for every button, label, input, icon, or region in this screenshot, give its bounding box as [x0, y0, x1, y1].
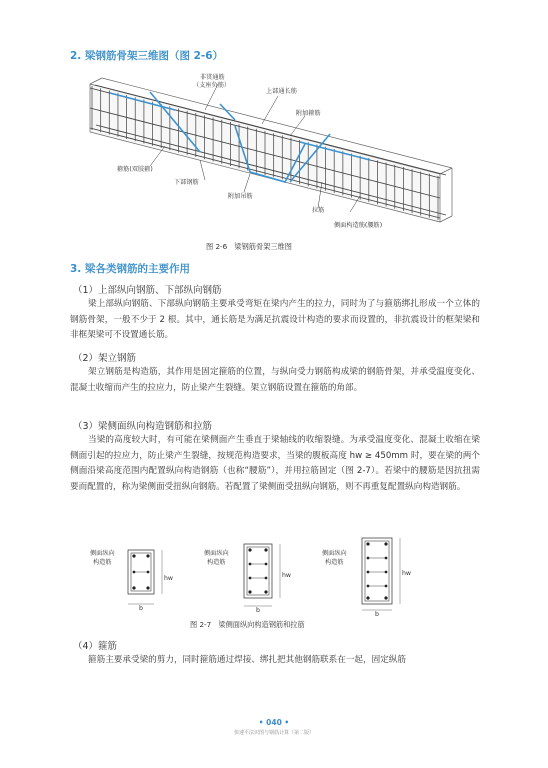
label-bottom-rebar: 下部钢筋	[174, 179, 199, 186]
label-hanger-bar: 附加吊筋	[228, 193, 253, 200]
fig-2-7-dim-hw-2: hw	[282, 572, 291, 579]
item-3-title: （3）梁侧面纵向构造钢筋和拉筋	[73, 421, 213, 432]
fig-2-7-dim-hw-3: hw	[402, 570, 411, 577]
item-4-text: 箍筋主要承受梁的剪力，同时箍筋通过焊接、绑扎把其他钢筋联系在一起，固定纵筋	[88, 655, 406, 665]
item-2-title: （2）架立钢筋	[73, 353, 137, 364]
section-title-2: 2. 梁钢筋骨架三维图（图 2-6）	[70, 50, 224, 62]
figure-2-7-caption: 图 2-7 梁侧面纵向构造钢筋和拉筋	[190, 620, 305, 629]
fig-2-7-label-2a: 侧面纵向	[204, 550, 229, 557]
section-title-3: 3. 梁各类钢筋的主要作用	[70, 263, 190, 275]
label-top-through: 上部通长筋	[266, 88, 297, 95]
fig-2-7-label-3b: 构造筋	[325, 559, 344, 566]
beam-side-rebar-figure	[0, 528, 548, 618]
label-side-rebar: 侧面构造筋(腰筋)	[334, 222, 383, 229]
fig-2-7-label-1a: 侧面纵向	[90, 550, 115, 557]
item-4-title: （4）箍筋	[73, 641, 118, 652]
fig-2-7-dim-b-2: b	[256, 607, 260, 614]
fig-2-7-dim-hw-1: hw	[164, 575, 173, 582]
page-number: • 040 •	[258, 718, 290, 727]
fig-2-7-dim-b-1: b	[139, 605, 143, 612]
fig-2-7-label-3a: 侧面纵向	[322, 550, 347, 557]
fig-2-7-label-1b: 构造筋	[93, 559, 112, 566]
item-1-title: （1）上部纵向钢筋、下部纵向钢筋	[73, 285, 222, 296]
label-tie-bar: 拉筋	[312, 207, 325, 214]
fig-2-7-label-2b: 构造筋	[207, 559, 226, 566]
label-additional-rebar: 附加箍筋	[296, 110, 321, 117]
item-2-text: 架立钢筋是构造筋，其作用是固定箍筋的位置，与纵向受力钢筋构成梁的钢筋骨架，并承受温度变化、混凝土收缩而产生的拉应力，防止梁产生裂缝。架立钢筋设置在箍筋的角部。	[70, 367, 480, 393]
label-top-noncontinuous: 非贯通筋	[200, 74, 225, 81]
book-title-footer: 快速平法识图与钢筋计算（第二版）	[233, 730, 314, 736]
item-1-text: 梁上部纵向钢筋、下部纵向钢筋主要承受弯矩在梁内产生的拉力，同时为了与箍筋绑扎形成一个立体的钢筋骨架，一般不少于 2 根。其中，通长筋是为满足抗震设计构造的要求而设置的，非抗震设计的框架梁和非框架梁可不设置通长筋。	[70, 299, 480, 341]
label-stirrup: 箍筋(双肢箍)	[117, 166, 153, 173]
label-top-noncontinuous-sub: （支座负筋）	[193, 82, 231, 89]
item-3-text: 当梁的高度较大时，有可能在梁侧面产生垂直于梁轴线的收缩裂缝。为承受温度变化、混凝土收缩在梁侧面引起的拉应力，防止梁产生裂缝，按规范构造要求，当梁的腹板高度 hw ≥ 450mm 时，要在梁的两个侧面沿梁高度范围内配置纵向构造钢筋（也称“腰筋”），并用拉筋固定（图 2-7）。若梁中的腰筋是因抗扭需要而配置的，称为梁侧面受扭纵向钢筋。若配置了梁侧面受扭纵向钢筋，则不再重复配置纵向构造钢筋。	[70, 435, 480, 492]
figure-2-6-caption: 图 2-6 梁钢筋骨架三维图	[206, 242, 292, 251]
fig-2-7-dim-b-3: b	[375, 611, 379, 618]
